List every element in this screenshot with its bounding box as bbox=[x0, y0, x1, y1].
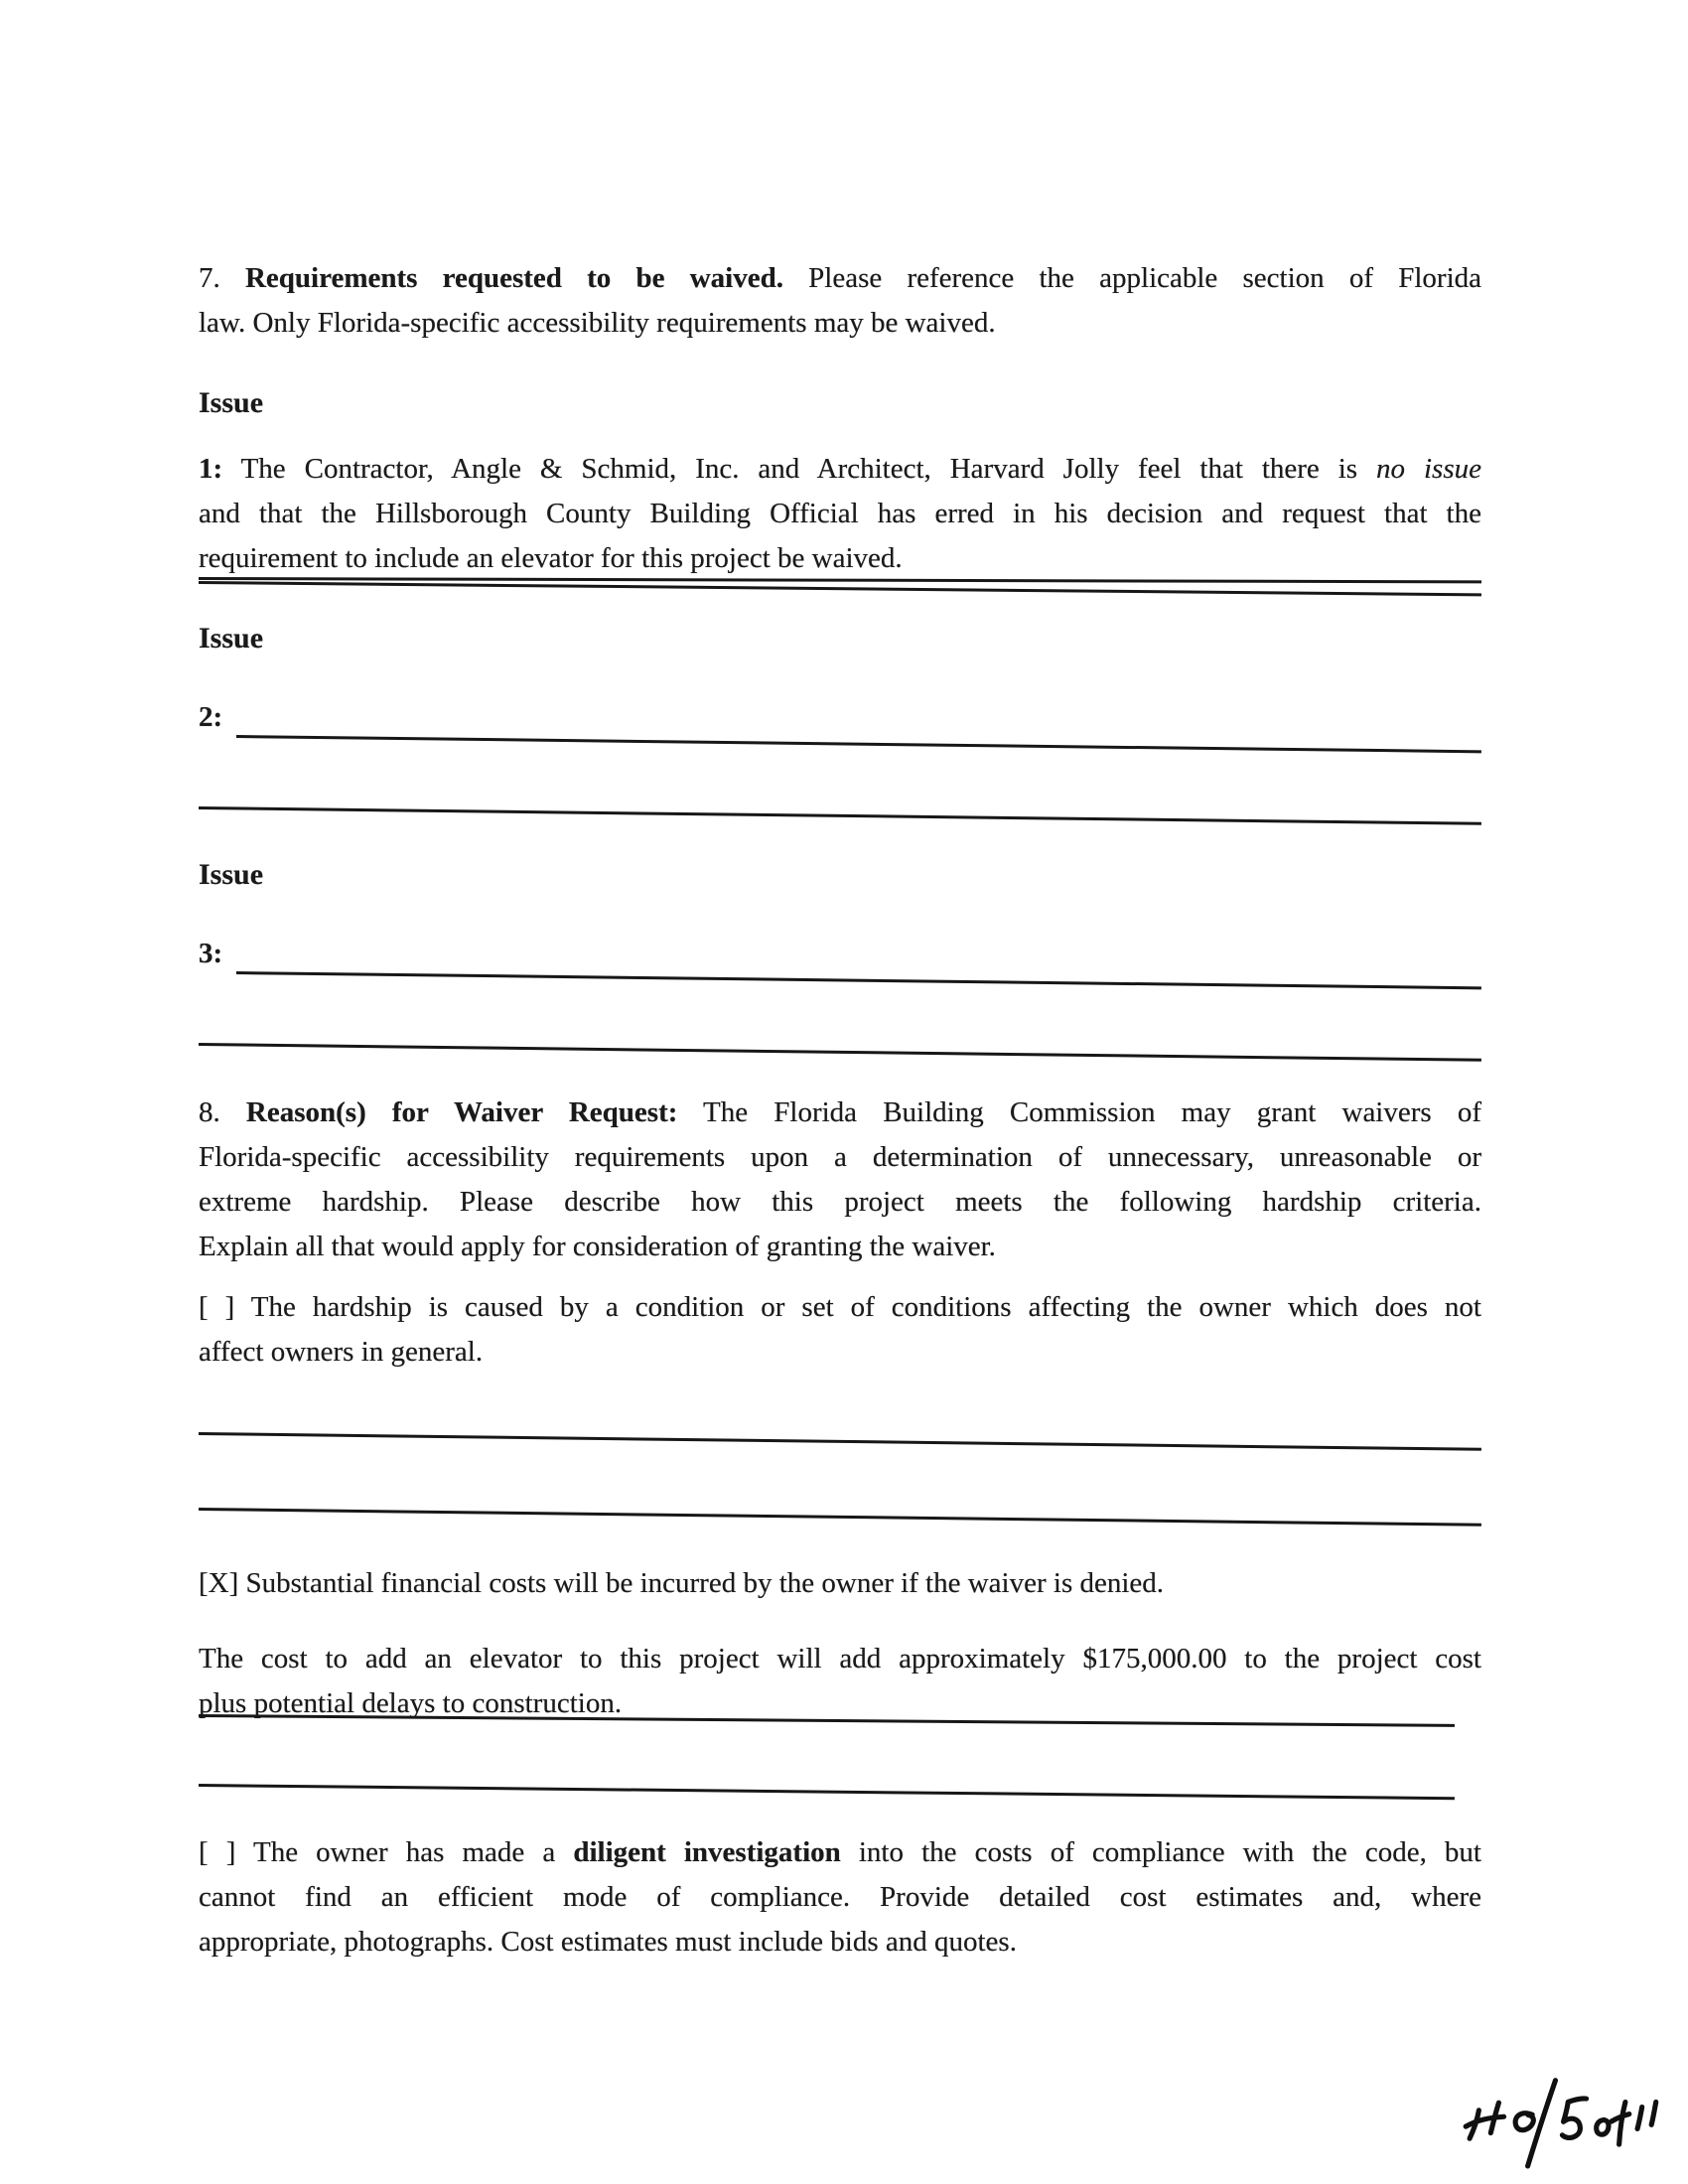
issue-1-text: The Contractor, Angle & Schmid, Inc. and Architect, Harvard Jolly feel that there is bbox=[222, 453, 1377, 485]
text-line bbox=[199, 1091, 1481, 1135]
hardship-text: The hardship is caused by a condition or set of conditions affecting the owner which does not bbox=[250, 1291, 1481, 1323]
checkbox-checked-financial: [X] bbox=[199, 1567, 246, 1599]
text-line bbox=[199, 447, 1481, 492]
issue-2-label: 2: bbox=[199, 701, 223, 733]
section-7-number: 7. bbox=[199, 262, 245, 294]
investigation-criterion-paragraph bbox=[199, 1830, 1481, 1965]
blank-answer-line bbox=[236, 735, 1481, 753]
issue-1-number: 1: bbox=[199, 453, 223, 485]
section-7-text: Please reference the applicable section of Florida bbox=[782, 262, 1481, 294]
issue-1-italic-phrase: no issue bbox=[1376, 453, 1481, 485]
handwritten-page-number bbox=[1459, 2067, 1663, 2178]
financial-answer-paragraph bbox=[199, 1637, 1481, 1726]
issue-3-label: 3: bbox=[199, 938, 223, 969]
blank-answer-line bbox=[236, 971, 1481, 989]
text-line: plus potential delays to construction. bbox=[199, 1687, 623, 1719]
checkbox-empty-investigation: [ ] bbox=[199, 1836, 253, 1868]
issue-heading-3: Issue bbox=[199, 858, 264, 891]
text-line: and that the Hillsborough County Building Official has erred in his decision and request that the bbox=[199, 498, 1481, 529]
blank-answer-line bbox=[199, 1784, 1455, 1800]
text-line bbox=[199, 1830, 1481, 1875]
text-line bbox=[199, 1561, 1481, 1606]
text-line: law. Only Florida-specific accessibility requirements may be waived. bbox=[199, 307, 996, 339]
issue-1-answer-paragraph bbox=[199, 447, 1481, 581]
investigation-text: The owner has made a bbox=[252, 1836, 574, 1868]
text-line: Florida-specific accessibility requirements upon a determination of unnecessary, unreasonable or bbox=[199, 1141, 1481, 1173]
checkbox-empty-hardship: [ ] bbox=[199, 1291, 251, 1323]
text-line: The cost to add an elevator to this project will add approximately $175,000.00 to the project cost bbox=[199, 1643, 1481, 1674]
blank-answer-line bbox=[199, 806, 1481, 825]
financial-criterion-paragraph bbox=[199, 1561, 1481, 1606]
blank-answer-line bbox=[199, 1508, 1481, 1527]
section-7-bold-title: Requirements requested to be waived. bbox=[244, 262, 783, 294]
section-8-text: The Florida Building Commission may grant waivers of bbox=[677, 1096, 1481, 1128]
hardship-criterion-paragraph bbox=[199, 1285, 1481, 1375]
issue-heading-2: Issue bbox=[199, 622, 264, 655]
section-8-bold-title: Reason(s) for Waiver Request: bbox=[245, 1096, 678, 1128]
issue-heading-1: Issue bbox=[199, 386, 264, 419]
blank-answer-line bbox=[199, 1043, 1481, 1062]
investigation-text: into the costs of compliance with the code, but bbox=[840, 1836, 1481, 1868]
text-line: cannot find an efficient mode of compliance. Provide detailed cost estimates and, where bbox=[199, 1881, 1481, 1913]
investigation-bold-phrase: diligent investigation bbox=[573, 1836, 841, 1868]
section-8-paragraph bbox=[199, 1091, 1481, 1269]
answer-line bbox=[199, 581, 1481, 596]
financial-text: Substantial financial costs will be incurred by the owner if the waiver is denied. bbox=[245, 1567, 1165, 1599]
text-line bbox=[199, 1285, 1481, 1330]
text-line: requirement to include an elevator for this project be waived. bbox=[199, 542, 903, 574]
text-line: appropriate, photographs. Cost estimates must include bids and quotes. bbox=[199, 1926, 1017, 1958]
text-line bbox=[199, 256, 1481, 301]
text-line: Explain all that would apply for consideration of granting the waiver. bbox=[199, 1231, 996, 1262]
text-line: affect owners in general. bbox=[199, 1336, 484, 1368]
section-7-paragraph bbox=[199, 256, 1481, 346]
text-line: extreme hardship. Please describe how this project meets the following hardship criteria. bbox=[199, 1186, 1481, 1218]
section-8-number: 8. bbox=[199, 1096, 246, 1128]
blank-answer-line bbox=[199, 1432, 1481, 1451]
